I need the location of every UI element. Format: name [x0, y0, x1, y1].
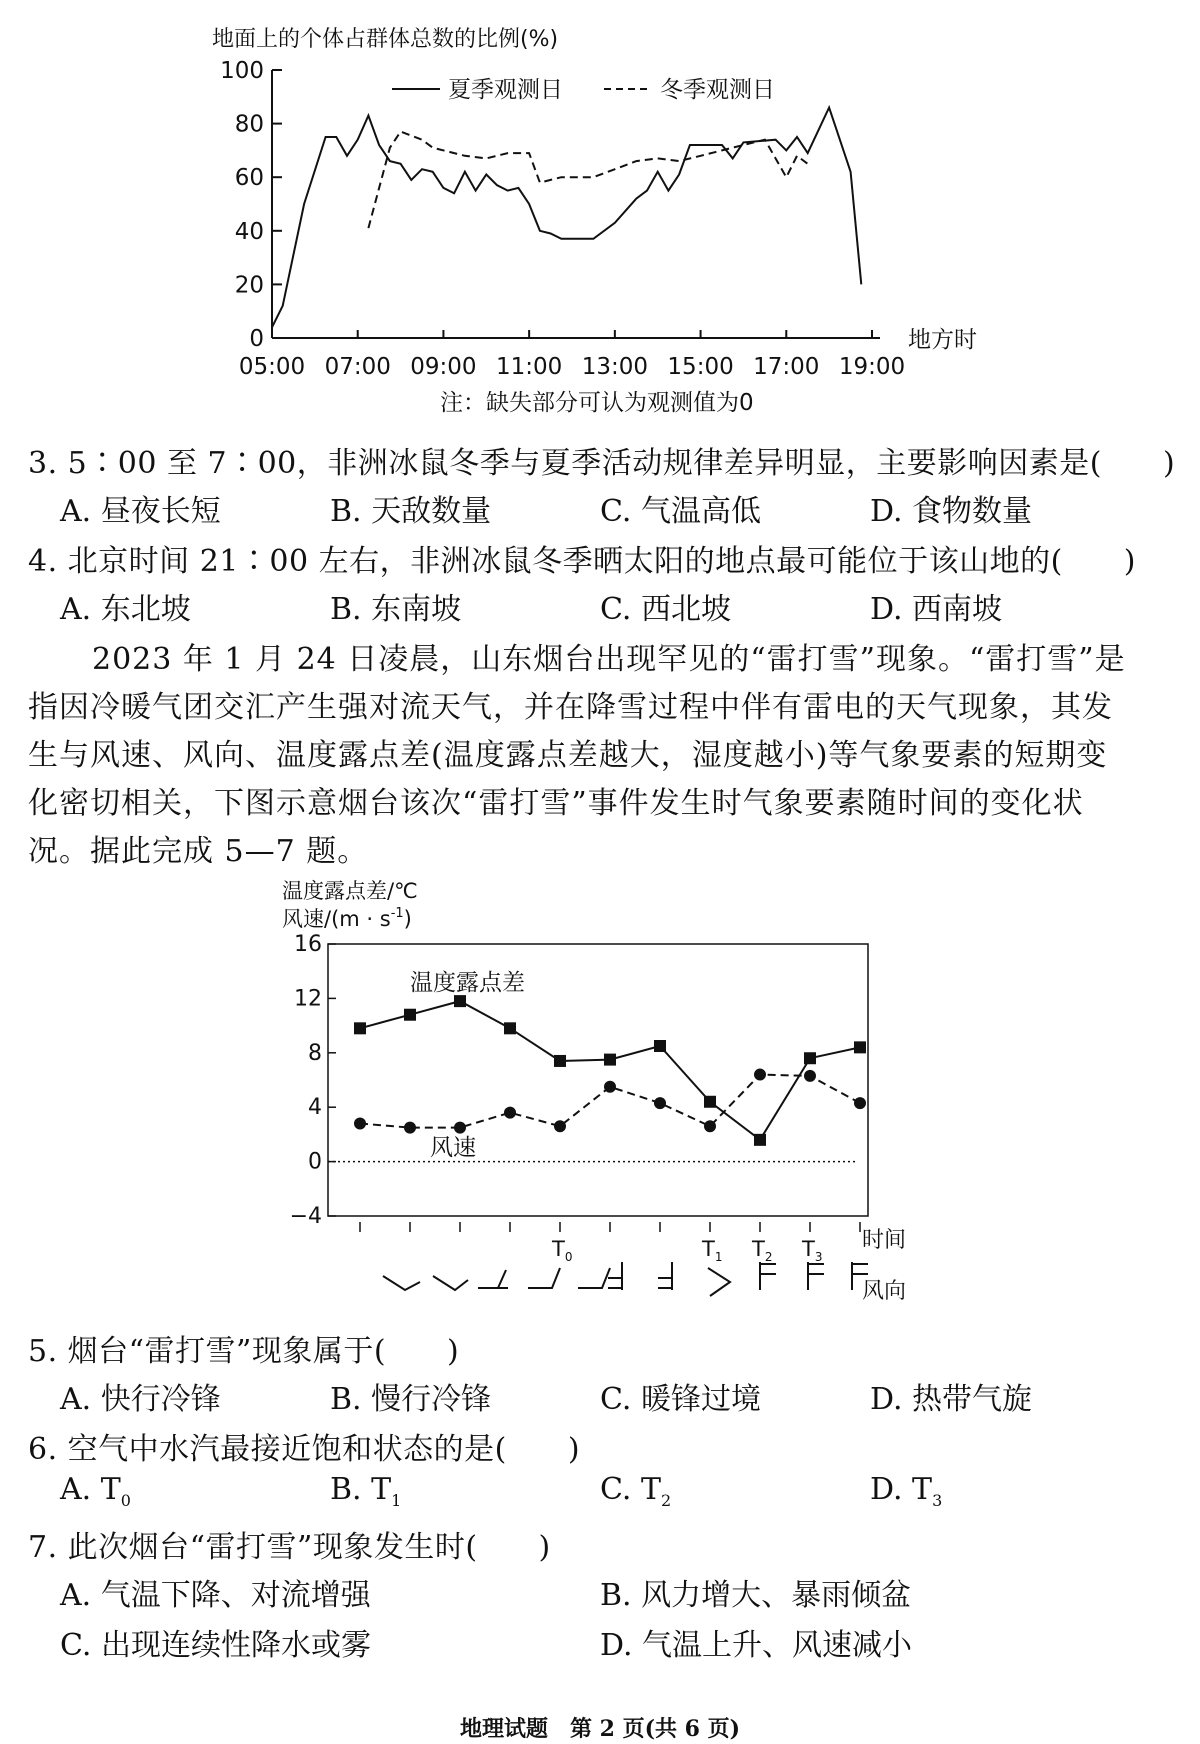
chart1-axes	[220, 58, 905, 380]
q4-option-a[interactable]: A. 东北坡	[60, 592, 191, 627]
q7-option-a[interactable]: A. 气温下降、对流增强	[60, 1578, 371, 1613]
chart1-x-tick-label: 11:00	[495, 354, 563, 380]
summer-series-line	[272, 108, 861, 328]
passage-line-5: 况。据此完成 5—7 题。	[28, 834, 369, 869]
dewpoint-point	[804, 1052, 816, 1064]
wind-point	[404, 1122, 416, 1134]
chart1-x-tick-label: 15:00	[667, 354, 734, 380]
chart2-ylabel-2: 风速$/(m \cdot s^{-1})$	[282, 906, 412, 931]
chart1-y-tick-label: 80	[234, 111, 264, 138]
q3-option-b[interactable]: B. 天敌数量	[330, 494, 492, 529]
chart2-time-label: $T_1$	[702, 1237, 723, 1264]
weather-chart	[0, 870, 1200, 1320]
dewpoint-point	[404, 1009, 416, 1021]
wind-barbs	[383, 1262, 868, 1296]
chart2-y-tick-label: −4	[289, 1204, 322, 1229]
chart2-xlabel: 时间	[862, 1228, 907, 1253]
wind-point	[554, 1120, 566, 1132]
series-label-dewpoint: 温度露点差	[410, 970, 525, 996]
wind-point	[704, 1120, 716, 1132]
chart1-x-tick-label: 19:00	[838, 354, 906, 380]
chart2-ylabel-1: 温度露点差/℃	[282, 879, 418, 903]
wind-barb-icon	[383, 1276, 420, 1290]
activity-chart	[0, 0, 1200, 420]
q5-option-b[interactable]: B. 慢行冷锋	[330, 1382, 492, 1417]
wind-point	[354, 1118, 366, 1130]
wind-barb-icon	[760, 1262, 776, 1290]
legend-summer: 夏季观测日	[448, 77, 563, 103]
wind-barb-icon	[478, 1270, 508, 1288]
q3-option-c[interactable]: C. 气温高低	[600, 494, 761, 529]
passage-line-2: 指因冷暖气团交汇产生强对流天气，并在降雪过程中伴有雷电的天气现象，其发	[28, 690, 1113, 725]
chart1-x-tick-label: 09:00	[410, 354, 477, 380]
chart1-x-tick-label: 13:00	[581, 354, 649, 380]
q6-option-a[interactable]: A. $T_0$	[60, 1472, 131, 1510]
q7-option-d[interactable]: D. 气温上升、风速减小	[600, 1628, 913, 1663]
chart2-y-tick-label: 4	[308, 1095, 322, 1121]
chart2-time-label: $T_3$	[802, 1237, 823, 1264]
dewpoint-point	[654, 1040, 666, 1052]
chart2-y-tick-label: 0	[308, 1149, 322, 1175]
series-label-wind: 风速	[430, 1135, 476, 1161]
chart1-x-tick-label: 17:00	[753, 354, 820, 380]
chart1-ylabel: 地面上的个体占群体总数的比例(%)	[212, 27, 559, 52]
dewpoint-point	[854, 1041, 866, 1053]
chart2-time-label: $T_2$	[752, 1237, 773, 1264]
q3-option-a[interactable]: A. 昼夜长短	[60, 494, 221, 529]
question-3: 3. 5∶00 至 7∶00，非洲冰鼠冬季与夏季活动规律差异明显，主要影响因素是( )	[28, 446, 1176, 481]
dewpoint-point	[554, 1055, 566, 1067]
q5-option-c[interactable]: C. 暖锋过境	[600, 1382, 761, 1417]
q3-option-d[interactable]: D. 食物数量	[870, 494, 1033, 529]
wind-barb-icon	[708, 1268, 730, 1296]
wind-point	[654, 1097, 666, 1109]
chart2-y-tick-label: 12	[294, 986, 322, 1012]
question-4: 4. 北京时间 21∶00 左右，非洲冰鼠冬季晒太阳的地点最可能位于该山地的( )	[28, 544, 1136, 579]
chart2-time-label: $T_0$	[552, 1237, 573, 1264]
wind-point	[604, 1081, 616, 1093]
wind-barb-icon	[528, 1268, 560, 1288]
chart2-axes	[290, 932, 868, 1264]
q4-option-b[interactable]: B. 东南坡	[330, 592, 462, 627]
wind-direction-label: 风向	[862, 1279, 907, 1304]
dewpoint-point	[354, 1022, 366, 1034]
chart1-x-tick-label: 07:00	[324, 354, 391, 380]
page-footer: 地理试题 第 2 页(共 6 页)	[459, 1716, 741, 1742]
q7-option-b[interactable]: B. 风力增大、暴雨倾盆	[600, 1578, 912, 1613]
chart1-lines	[272, 108, 861, 328]
wind-point	[754, 1069, 766, 1081]
chart1-note: 注：缺失部分可认为观测值为0	[440, 390, 754, 416]
wind-point	[854, 1097, 866, 1109]
passage-line-4: 化密切相关，下图示意烟台该次“雷打雪”事件发生时气象要素随时间的变化状	[28, 786, 1084, 821]
legend-winter: 冬季观测日	[660, 77, 775, 103]
dewpoint-point	[454, 995, 466, 1007]
chart1-y-tick-label: 0	[249, 326, 264, 352]
wind-point	[504, 1107, 516, 1119]
chart2-y-tick-label: 8	[308, 1040, 322, 1066]
chart1-x-tick-label: 05:00	[238, 354, 306, 380]
q6-option-d[interactable]: D. $T_3$	[870, 1472, 943, 1510]
wind-barb-icon	[433, 1276, 468, 1290]
wind-barb-icon	[578, 1268, 610, 1288]
q6-option-b[interactable]: B. $T_1$	[330, 1472, 402, 1510]
chart1-legend	[392, 77, 775, 103]
q6-option-c[interactable]: C. $T_2$	[600, 1472, 672, 1510]
wind-point	[454, 1122, 466, 1134]
chart2-lines	[354, 995, 866, 1146]
wind-point	[804, 1070, 816, 1082]
dewpoint-point	[704, 1096, 716, 1108]
chart2-y-tick-label: 16	[294, 932, 322, 957]
wind-barb-icon	[608, 1262, 622, 1290]
q4-option-c[interactable]: C. 西北坡	[600, 592, 731, 627]
dewpoint-point	[754, 1134, 766, 1146]
chart1-y-tick-label: 20	[234, 272, 264, 299]
q7-option-c[interactable]: C. 出现连续性降水或雾	[60, 1628, 371, 1663]
dewpoint-series-line	[360, 1001, 860, 1140]
dewpoint-point	[604, 1054, 616, 1066]
chart1-y-tick-label: 40	[234, 218, 264, 245]
wind-barb-icon	[808, 1262, 824, 1290]
chart1-xlabel: 地方时	[908, 327, 977, 353]
passage-line-1: 2023 年 1 月 24 日凌晨，山东烟台出现罕见的“雷打雪”现象。“雷打雪”是	[92, 642, 1126, 677]
passage-line-3: 生与风速、风向、温度露点差(温度露点差越大，湿度越小)等气象要素的短期变	[28, 738, 1108, 773]
question-7: 7. 此次烟台“雷打雪”现象发生时( )	[28, 1530, 551, 1565]
chart1-y-tick-label: 60	[234, 165, 264, 192]
question-6: 6. 空气中水汽最接近饱和状态的是( )	[28, 1432, 581, 1467]
wind-barb-icon	[658, 1262, 672, 1290]
question-5: 5. 烟台“雷打雪”现象属于( )	[28, 1334, 460, 1369]
chart2-frame	[328, 944, 868, 1216]
q5-option-a[interactable]: A. 快行冷锋	[60, 1382, 221, 1417]
q4-option-d[interactable]: D. 西南坡	[870, 592, 1003, 627]
q5-option-d[interactable]: D. 热带气旋	[870, 1382, 1033, 1417]
dewpoint-point	[504, 1022, 516, 1034]
chart1-y-tick-label: 100	[220, 58, 264, 84]
